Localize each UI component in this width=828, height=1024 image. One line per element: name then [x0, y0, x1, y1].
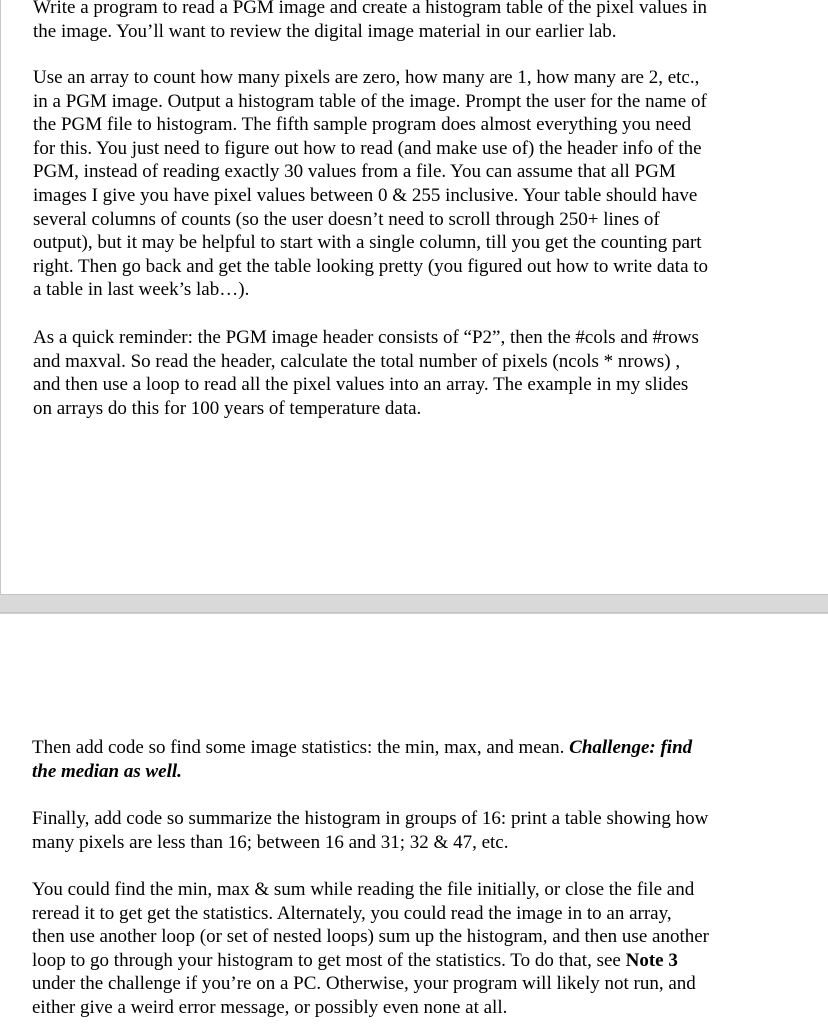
challenge-text-continued: the median as well.: [32, 760, 182, 782]
closing-paragraph: [32, 878, 792, 1020]
note-reference: Note 3: [625, 949, 678, 971]
text-line: in a PGM image. Output a histogram table of the image. Prompt the user for the name of: [33, 90, 707, 112]
text-line: the image. You’ll want to review the digital image material in our earlier lab.: [33, 20, 617, 42]
text-line: reread it to get get the statistics. Alternately, you could read the image in to an array,: [32, 902, 672, 924]
intro-paragraph: [33, 0, 793, 43]
text-line: As a quick reminder: the PGM image header consists of “P2”, then the #cols and #rows: [33, 327, 699, 348]
text-line: [32, 949, 792, 973]
text-line: Write a program to read a PGM image and create a histogram table of the pixel values in: [33, 0, 708, 18]
page-separator: [0, 594, 828, 613]
text-line: output), but it may be helpful to start with a single column, till you get the counting part: [33, 232, 702, 254]
statistics-text: Then add code so find some image statistics: the min, max, and mean.: [32, 737, 570, 758]
text-line: the PGM file to histogram. The fifth sample program does almost everything you need: [33, 114, 692, 136]
text-line: on arrays do this for 100 years of temperature data.: [33, 397, 422, 419]
closing-text: loop to go through your histogram to get most of the statistics. To do that, see: [32, 949, 626, 971]
document-page-2: [0, 613, 828, 1024]
text-line: a table in last week’s lab…).: [33, 279, 250, 301]
text-line: Finally, add code so summarize the histogram in groups of 16: print a table showing how: [32, 808, 709, 829]
reminder-paragraph: [33, 326, 793, 420]
text-line: [32, 736, 792, 760]
text-line: right. Then go back and get the table looking pretty (you figured out how to write data to: [33, 255, 709, 277]
groups-paragraph: [32, 807, 792, 854]
text-line: and maxval. So read the header, calculate the total number of pixels (ncols * nrows) ,: [33, 350, 681, 372]
challenge-text: Challenge: find: [569, 737, 693, 758]
text-line: under the challenge if you’re on a PC. Otherwise, your program will likely not run, and: [32, 973, 696, 995]
text-line: images I give you have pixel values between 0 & 255 inclusive. Your table should have: [33, 184, 698, 206]
text-line: then use another loop (or set of nested loops) sum up the histogram, and then use another: [32, 926, 709, 948]
text-line: several columns of counts (so the user doesn’t need to scroll through 250+ lines of: [33, 208, 660, 230]
text-line: either give a weird error message, or possibly even none at all.: [32, 996, 508, 1018]
text-line: for this. You just need to figure out how to read (and make use of) the header info of the: [33, 137, 702, 159]
instructions-paragraph: [33, 66, 793, 302]
text-line: You could find the min, max & sum while reading the file initially, or close the file and: [32, 879, 695, 900]
text-line: PGM, instead of reading exactly 30 values from a file. You can assume that all PGM: [33, 161, 676, 183]
text-line: Use an array to count how many pixels are zero, how many are 1, how many are 2, etc.,: [33, 67, 700, 88]
statistics-paragraph: [32, 736, 792, 783]
text-line: and then use a loop to read all the pixel values into an array. The example in my slides: [33, 374, 689, 396]
text-line: many pixels are less than 16; between 16 and 31; 32 & 47, etc.: [32, 831, 509, 853]
